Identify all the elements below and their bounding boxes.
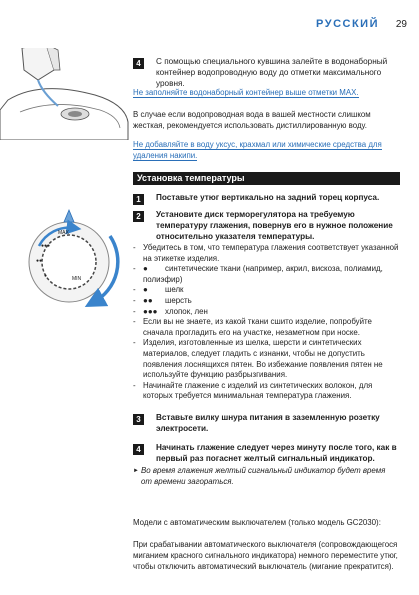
step-3-text: Вставьте вилку шнура питания в заземленную розетку электросети. <box>156 413 380 433</box>
dial-graphic <box>14 206 124 316</box>
fabric-temperature-list <box>133 243 401 402</box>
temperature-dial-illustration <box>14 206 124 316</box>
list-item: - ●● шерсть <box>133 295 192 305</box>
list-item: - Начинайте глажение с изделий из синтетических волокон, для которых требуется минимальная температура глажения. <box>133 380 373 401</box>
dial-label-min: MIN <box>72 276 82 282</box>
step-2-text: Установите диск терморегулятора на требуемую температуру глажения, повернув его в нужное положение относительно указателя температуры. <box>156 210 393 241</box>
jug-filling-illustration <box>0 40 130 140</box>
step-number-box: 4 <box>133 444 144 455</box>
header-language: РУССКИЙ <box>316 18 379 30</box>
arrow-right-icon: ► <box>133 468 139 474</box>
hard-water-text: В случае если водопроводная вода в вашей местности слишком жесткая, рекомендуется использовать дистиллированную воду. <box>133 110 371 130</box>
dial-label-max: MAX <box>58 230 69 236</box>
step-number-box: 4 <box>133 58 144 69</box>
page-number: 29 <box>395 19 407 30</box>
indicator-note: ► Во время глажения желтый сигнальный индикатор будет время от времени загораться. <box>133 466 386 486</box>
list-item: - ● синтетические ткани (например, акрил, вискоза, полиамид, полиэфир) <box>133 264 383 284</box>
section-title: Установка температуры <box>133 172 400 185</box>
auto-off-models-text: Модели с автоматическим выключателем (только модель GC2030): <box>133 518 381 527</box>
dial-label-1dot: ● <box>44 273 48 279</box>
step-4-text: Начинать глажение следует через минуту после того, как в первый раз погаснет желтый сигнальный индикатор. <box>156 443 397 463</box>
step-fill-text: С помощью специального кувшина залейте в водонаборный контейнер водопроводную воду до отметки максимального уровня. <box>156 57 388 88</box>
no-additives-warning: Не добавляйте в воду уксус, крахмал или химические средства для удаления накипи. <box>133 140 382 160</box>
dial-label-3dots: ●●● <box>41 243 51 249</box>
step-1-text: Поставьте утюг вертикально на задний торец корпуса. <box>156 193 380 202</box>
list-item: - Убедитесь в том, что температура глажения соответствует указанной на этикетке изделия. <box>133 243 399 263</box>
list-item: - Если вы не знаете, из какой ткани сшито изделие, попробуйте сначала прогладить его на участке, незаметном при носке. <box>133 317 372 337</box>
list-item: - Изделия, изготовленные из шелка, шерсти и синтетических материалов, следует гладить с изнанки, чтобы не допустить появления лоснящихся пятен. Во избежание появления пятен не используйте функцию разбрызгивания. <box>133 338 383 380</box>
list-item: - ●●● хлопок, лен <box>133 306 208 316</box>
step-number-box: 1 <box>133 194 144 205</box>
step-number-box: 2 <box>133 211 144 222</box>
auto-off-description: При срабатывании автоматического выключателя (сопровождающегося миганием красного сигнального индикатора) немного переместите утюг, чтобы отключить автоматический выключатель (мигание прекратится). <box>133 540 398 571</box>
max-warning-text: Не заполняйте водонаборный контейнер выше отметки MAX. <box>133 88 359 97</box>
step-number-box: 3 <box>133 414 144 425</box>
dial-label-2dots: ●● <box>36 258 43 264</box>
list-item: - ● шелк <box>133 285 184 295</box>
